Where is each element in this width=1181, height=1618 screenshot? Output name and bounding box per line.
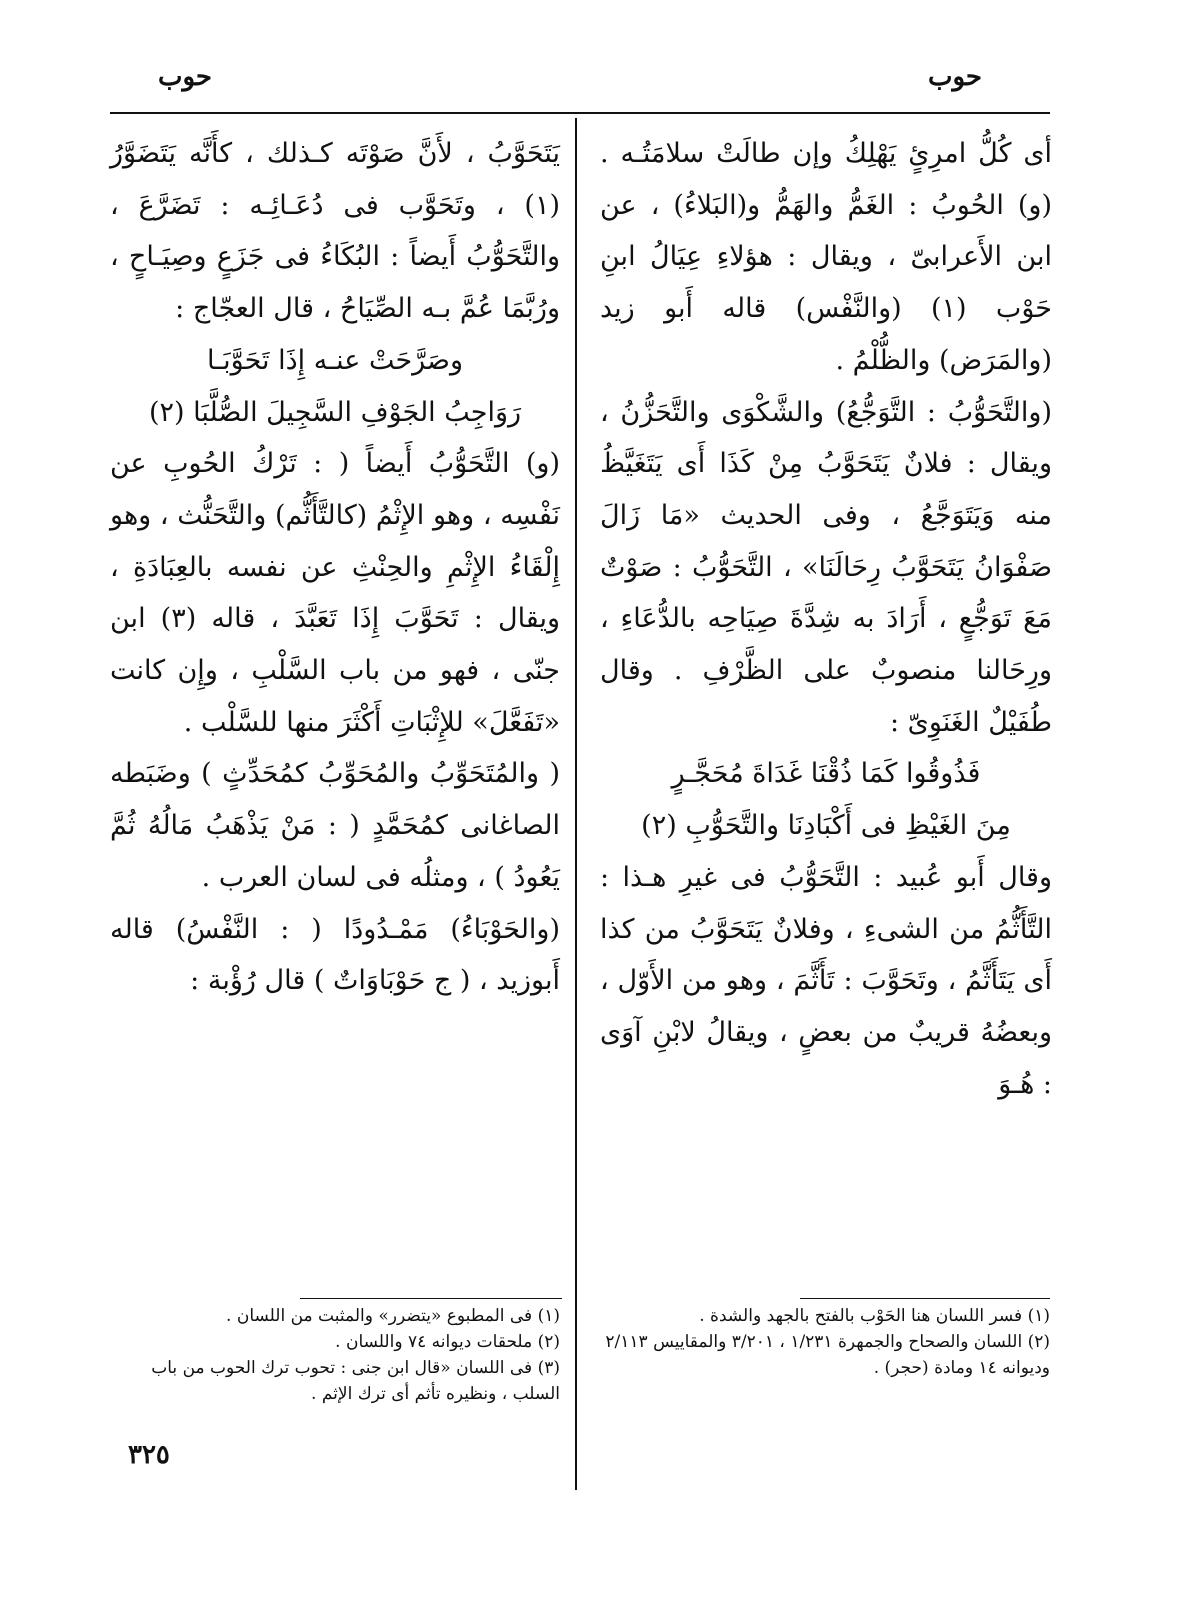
paragraph: وقال أَبو عُبيد : التَّحَوُّبُ فى غيرِ هـذا : التَّأَثُّمُ من الشىءِ ، وفلانٌ يَتَحَوَّبُ من كذا أَى يَتَأَثَّمُ ، وتَحَوَّبَ : تَأَثَّمَ ، وهو من الأَوّل ، وبعضُهُ قريبٌ من بعضٍ ، ويقالُ لابْنِ آوَى : هُـوَ (600, 861, 1052, 1100)
paragraph: يَتَحَوَّبُ ، لأَنَّ صَوْتَه كـذلك ، كأَنَّه يَتَضَوَّرُ (١) ، وتَحَوَّب فى دُعَـائِـه : تَضَرَّعَ ، والتَّحَوُّبُ أَيضاً : البُكَاءُ فى جَزَعٍ وصِيَـاحٍ ، ورُبَّمَا عُمَّ بـه الصِّيَاحُ ، قال العجّاج : (110, 138, 560, 325)
footnote: (١) فى المطبوع «يتضرر» والمثبت من اللسان . (226, 1306, 560, 1326)
page-number: ٣٢٥ (128, 1440, 170, 1470)
right-column (600, 128, 1052, 1110)
paragraph: ( والمُتَحَوِّبُ والمُحَوِّبُ كمُحَدِّثٍ ) وضَبَطه الصاغانى كمُحَمَّدٍ ( : مَنْ يَذْهَبُ مَالُهُ ثُمَّ يَعُودُ ) ، ومثلُه فى لسان العرب . (110, 758, 560, 893)
column-divider (575, 118, 577, 1490)
verse-line: وصَرَّحَتْ عنـه إِذَا تَحَوَّبَـا (206, 344, 464, 376)
verse-line: رَوَاجِبُ الجَوْفِ السَّجِيلَ الصُّلَّبَا (٢) (148, 396, 522, 428)
footnote-rule-left (300, 1298, 562, 1299)
footnote: (١) فسر اللسان هنا الحَوْب بالفتح بالجهد والشدة . (699, 1306, 1050, 1326)
footnote: (٢) ملحقات ديوانه ٧٤ واللسان . (335, 1332, 560, 1352)
left-column (110, 128, 560, 1007)
footnote: (٢) اللسان والصحاح والجمهرة ١/٢٣١ ، ٣/٢٠١ والمقاييس ٢/١١٣ وديوانه ١٤ ومادة (حجر) . (605, 1332, 1050, 1378)
running-header-left: حوب (158, 62, 212, 92)
footnote-rule-right (800, 1298, 1050, 1299)
paragraph: (و) التَّحَوُّبُ أَيضاً ( : تَرْكُ الحُوبِ عن نَفْسِه ، وهو الإِثْمُ (كالتَّأَثُّم) والتَّحَنُّث ، وهو إِلْقَاءُ الإِثْمِ والحِنْثِ عن نفسه بالعِبَادَةِ ، ويقال : تَحَوَّبَ إِذَا تَعَبَّدَ ، قاله (٣) ابن جنّى ، فهو من باب السَّلْبِ ، وإِن كانت «تَفَعَّلَ» للإِثْبَاتِ أَكْثَرَ منها للسَّلْب . (110, 448, 561, 738)
running-header-right: حوب (928, 62, 982, 92)
footnotes-left (110, 1303, 560, 1407)
footnote: (٣) فى اللسان «قال ابن جنى : تحوب ترك الحوب من باب السلب ، ونظيره تأثم أى ترك الإثم . (151, 1358, 560, 1404)
paragraph: (والتَّحَوُّبُ : التَّوَجُّعُ) والشَّكْوَى والتَّحَزُّنُ ، ويقال : فلانٌ يَتَحَوَّبُ مِنْ كَذَا أَى يَتَغَيَّظُ منه وَيَتَوَجَّعُ ، وفى الحديث «مَا زَالَ صَفْوَانُ يَتَحَوَّبُ رِحَالَنَا» ، التَّحَوُّبُ : صَوْتٌ مَعَ تَوَجُّعٍ ، أَرَادَ به شِدَّةَ صِيَاحِه بالدُّعَاءِ ، ورِحَالنا منصوبٌ على الظَّرْفِ . وقال طُفَيْلٌ الغَنَوِىّ : (600, 396, 1052, 738)
paragraph: أى كُلُّ امرِئٍ يَهْلِكُ وإن طالَتْ سلامَتُـه . (و) الحُوبُ : الغَمُّ والهَمُّ و(البَلاءُ) ، عن ابن الأَعرابىّ ، ويقال : هؤلاءِ عِيَالُ ابنِ حَوْب (١) (والنَّفْس) قاله أَبو زيد (والمَرَض) والظُّلْمُ . (600, 138, 1052, 376)
footnotes-right (600, 1303, 1050, 1381)
verse-line: فَذُوقُوا كَمَا ذُقْنَا غَدَاةَ مُحَجَّـرٍ (671, 758, 981, 790)
header-rule (110, 112, 1050, 114)
verse-line: مِنَ الغَيْظِ فى أَكْبَادِنَا والتَّحَوُّبِ (٢) (641, 810, 1011, 842)
paragraph: (والحَوْبَاءُ) مَمْـدُودًا ( : النَّفْسُ) قاله أَبوزيد ، ( ج حَوْبَاوَاتٌ ) قال رُؤْبة : (110, 913, 560, 997)
